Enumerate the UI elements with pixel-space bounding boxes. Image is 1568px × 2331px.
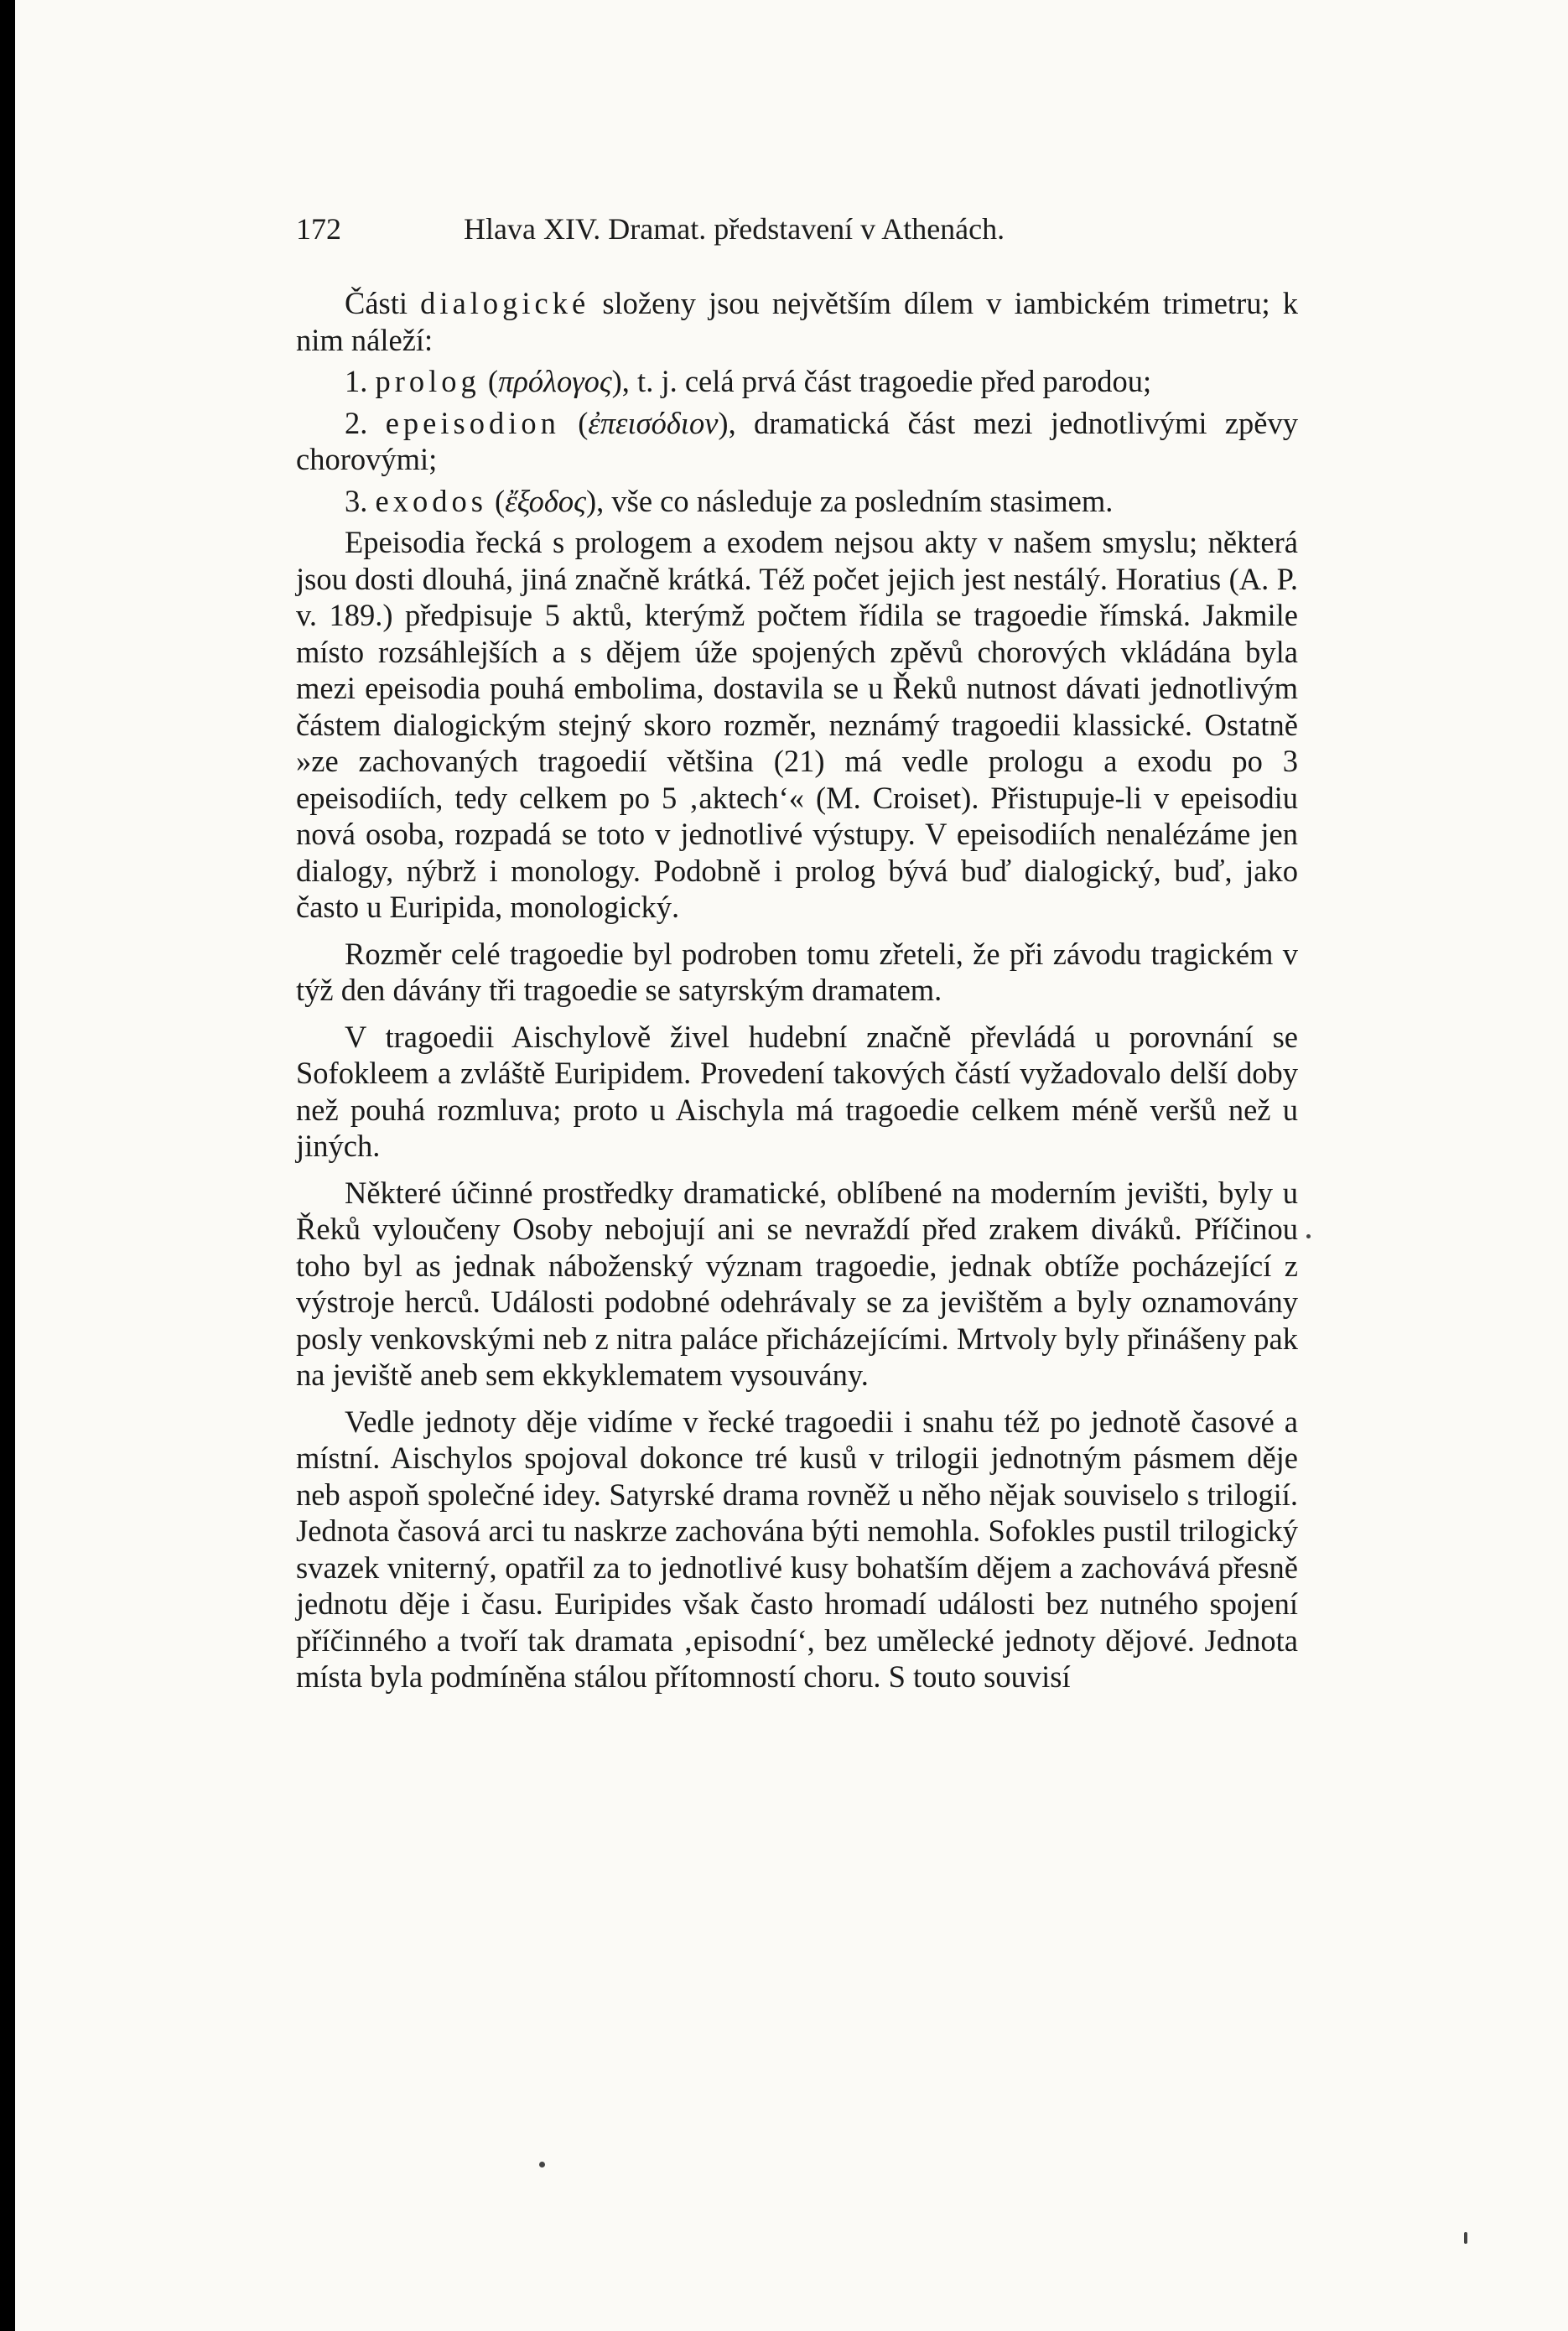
term-epeisodion: epeisodion <box>385 405 560 440</box>
greek-term: πρόλογος <box>498 364 612 398</box>
greek-term: ἐπεισόδιον <box>588 405 719 440</box>
list-item: 1. prolog (πρόλογος), t. j. celá prvá část tragoedie před parodou; <box>345 364 1152 398</box>
paragraph-epeisodia: Epeisodia řecká s prologem a exodem nejsou akty v našem smyslu; některá jsou dosti dlouhá, jiná značně krátká. Též počet jejich jest nestálý. Horatius (A. P. v. 189.) předpisuje 5 aktů, kterýmž počtem řídila se tragoedie římská. Jakmile místo rozsáhlejších a s dějem úže spojených zpěvů chorových vkládána byla mezi epeisodia pouhá embolima, dostavila se u Řeků nutnost dávati jednotlivým částem dialogickým stejný skoro rozměr, neznámý tragoedii klassické. Ostatně »ze zachovaných tragoedií většina (21) má vedle prologu a exodu po 3 epeisodiích, tedy celkem po 5 ‚aktech‘« (M. Croiset). Přistupuje-li v epeisodiu nová osoba, rozpadá se toto v jednotlivé výstupy. V epeisodiích nenalézáme jen dialogy, nýbrž i monology. Podobně i prolog bývá buď dialogický, buď, jako často u Euripida, monologický. <box>296 525 1298 924</box>
paragraph-rozmer: Rozměr celé tragoedie byl podroben tomu zřeteli, že při závodu tragickém v týž den dávány tři tragoedie se satyrským dramatem. <box>296 936 1298 1007</box>
scan-speck <box>1306 1234 1311 1238</box>
intro-paragraph: Části dialogické složeny jsou největším dílem v iambickém trimetru; k nim náleží: <box>296 286 1298 357</box>
scan-speck <box>1464 2232 1467 2244</box>
greek-term: ἔξοδος <box>505 483 586 518</box>
term-exodos: exodos <box>375 483 487 518</box>
scan-speck <box>539 2162 545 2167</box>
page-header <box>296 211 1298 248</box>
page-body <box>296 285 1298 1695</box>
term-dialogicke: dialogické <box>420 286 590 320</box>
paragraph-aischylos: V tragoedii Aischylově živel hudební značně převládá u porovnání se Sofokleem a zvláště Euripidem. Provedení takových částí vyžadovalo delší doby než pouhá rozmluva; proto u Aischyla má tragoedie celkem méně veršů než u jiných. <box>296 1019 1298 1163</box>
term-prolog: prolog <box>375 364 480 398</box>
list-item: 2. epeisodion (ἐπεισόδιον), dramatická část mezi jednotlivými zpěvy chorovými; <box>296 405 1298 476</box>
paragraph-prostredky: Některé účinné prostředky dramatické, oblíbené na moderním jevišti, byly u Řeků vyloučeny Osoby nebojují ani se nevraždí před zrakem diváků. Příčinou toho byl as jednak náboženský význam tragoedie, jednak obtíže pocházející z výstroje herců. Události podobné odehrávaly se za jevištěm a byly oznamovány posly venkovskými neb z nitra paláce přicházejícími. Mrtvoly byly přinášeny pak na jeviště aneb sem ekkyklematem vysouvány. <box>296 1175 1298 1392</box>
list-item: 3. exodos (ἔξοδος), vše co následuje za posledním stasimem. <box>345 483 1114 518</box>
paragraph-jednoty: Vedle jednoty děje vidíme v řecké tragoedii i snahu též po jednotě časové a místní. Aischylos spojoval dokonce tré kusů v trilogii jednotným pásmem děje neb aspoň společné idey. Satyrské drama rovněž u něho nějak souviselo s trilogií. Jednota časová arci tu naskrze zachována býti nemohla. Sofokles pustil trilogický svazek vniterný, opatřil za to jednotlivé kusy bohatším dějem a zachovává přesně jednotu děje i času. Euripides však často hromadí události bez nutného spojení příčinného a tvoří tak dramata ‚episodní‘, bez umělecké jednoty dějové. Jednota místa byla podmíněna stálou přítomností choru. S touto souvisí <box>296 1404 1298 1694</box>
running-title: Hlava XIV. Dramat. představení v Athenách. <box>464 212 1005 246</box>
book-page <box>15 0 1568 2331</box>
page-number: 172 <box>296 212 341 246</box>
